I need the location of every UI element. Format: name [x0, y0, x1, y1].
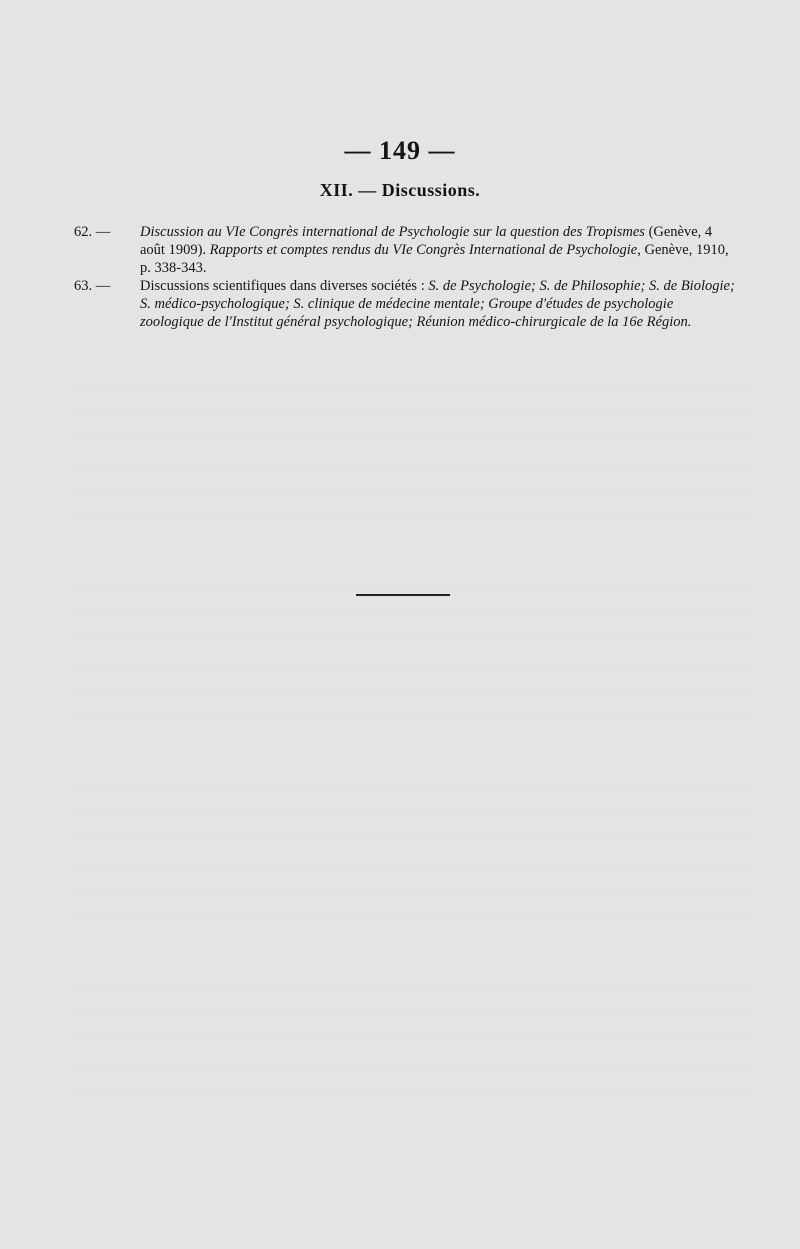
entry-segment: S. de Psychologie; S. de Philosophie; S. de Biologie; S. médico-psychologique; S. clinique de médecine mentale; Groupe d'études de psychologie zoologique de l'Institut général psychologique; Réunion médico-chirurgicale de la 16e Région.: [140, 278, 735, 330]
entry-segment: VIe Congrès international de Psychologie sur la question des Tropismes: [225, 224, 645, 240]
entry-segment: (Genève, 4 août 1909).: [140, 224, 713, 258]
entry-text: [140, 224, 729, 276]
section-title: XII. — Discussions.: [319, 180, 481, 200]
entry-segment: Rapports et comptes rendus du VIe Congrès International de Psychologie: [209, 242, 638, 258]
entry-number: 62. —: [74, 224, 111, 240]
entry-number: 63. —: [74, 278, 111, 294]
bibliography-entry: [74, 277, 740, 331]
bleed-through-background: [74, 340, 754, 1140]
section-divider-rule: [356, 594, 450, 596]
entry-text: [140, 278, 735, 330]
bibliography-entry: [74, 223, 740, 277]
entry-segment: , Genève, 1910, p. 338-343.: [140, 242, 729, 276]
page-number: — 149 —: [344, 136, 456, 165]
entry-segment: Discussion au: [140, 224, 226, 240]
bibliography-entries: [74, 223, 740, 331]
entry-segment: Discussions scientifiques dans diverses sociétés :: [140, 278, 429, 294]
